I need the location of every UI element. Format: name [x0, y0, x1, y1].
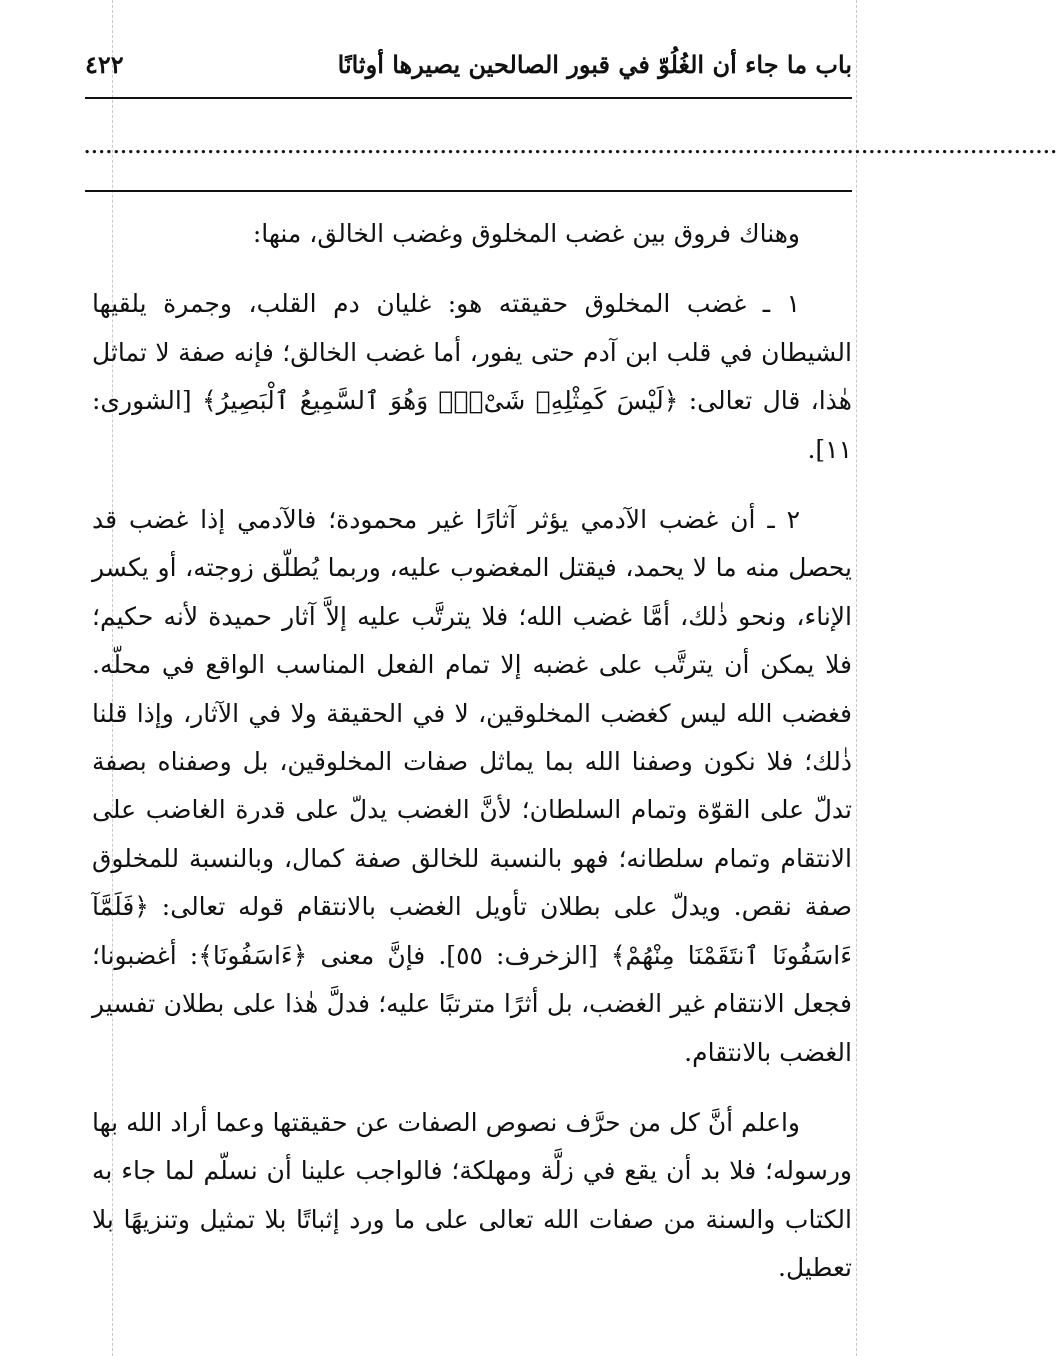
ellipsis-dots: ......................................................................................................................................	[84, 137, 1058, 158]
point-one-paragraph: ١ ـ غضب المخلوق حقيقته هو: غليان دم القلب، وجمرة يلقيها الشيطان في قلب ابن آدم حتى يفور، أما غضب الخالق؛ فإنه صفة لا تماثل هٰذا، قال تعالى: ﴿لَيْسَ كَمِثْلِهِۦ شَىْءٌۖ وَهُوَ ٱلسَّمِيعُ ٱلْبَصِيرُ﴾ [الشورى: ١١].	[92, 289, 852, 464]
intro-paragraph: وهناك فروق بين غضب المخلوق وغضب الخالق، منها:	[252, 219, 800, 248]
point-two-paragraph: ٢ ـ أن غضب الآدمي يؤثر آثارًا غير محمودة؛ فالآدمي إذا غضب قد يحصل منه ما لا يحمد، فيقتل المغضوب عليه، وربما يُطلّق زوجته، أو يكسر الإناء، ونحو ذٰلك، أمَّا غضب الله؛ فلا يترتَّب عليه إلاَّ آثار حميدة لأنه حكيم؛ فلا يمكن أن يترتَّب على غضبه إلا تمام الفعل المناسب الواقع في محلّه. فغضب الله ليس كغضب المخلوقين، لا في الحقيقة ولا في الآثار، وإذا قلنا ذٰلك؛ فلا نكون وصفنا الله بما يماثل صفات المخلوقين، بل وصفناه بصفة تدلّ على القوّة وتمام السلطان؛ لأنَّ الغضب يدلّ على قدرة الغاضب على الانتقام وتمام سلطانه؛ فهو بالنسبة للخالق صفة كمال، وبالنسبة للمخلوق صفة نقص. ويدلّ على بطلان تأويل الغضب بالانتقام قوله تعالى: ﴿فَلَمَّآ ءَاسَفُونَا ٱنتَقَمْنَا مِنْهُمْ﴾ [الزخرف: ٥٥]. فإنَّ معنى ﴿ءَاسَفُونَا﴾: أغضبونا؛ فجعل الانتقام غير الغضب، بل أثرًا مترتبًا عليه؛ فدلَّ هٰذا على بطلان تفسير الغضب بالانتقام.	[92, 505, 852, 1067]
running-title: باب ما جاء أن الغُلُوّ في قبور الصالحين يصيرها أوثانًا	[337, 50, 852, 79]
conclusion-paragraph: واعلم أنَّ كل من حرَّف نصوص الصفات عن حقيقتها وعما أراد الله بها ورسوله؛ فلا بد أن يقع في زلَّة ومهلكة؛ فالواجب علينا أن نسلّم لما جاء به الكتاب والسنة من صفات الله تعالى على ما ورد إثباتًا بلا تمثيل وتنزيهًا بلا تعطيل.	[92, 1107, 852, 1283]
header-rule	[85, 97, 852, 99]
page-header	[85, 40, 852, 96]
page-body	[92, 210, 852, 1293]
section-rule	[85, 190, 852, 192]
page-number: ٤٢٢	[85, 50, 124, 79]
scan-guide-line	[856, 0, 857, 1356]
